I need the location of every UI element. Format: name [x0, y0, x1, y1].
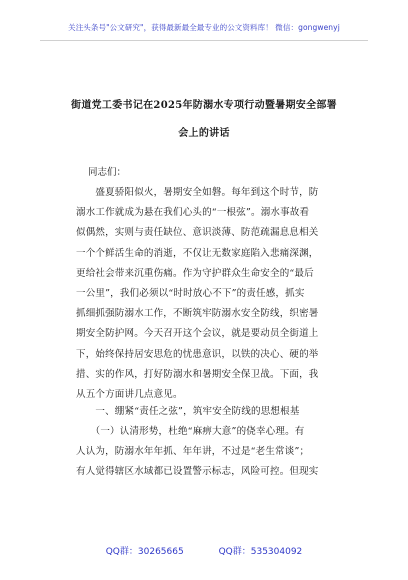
header-notice: 关注头条号"公文研究"，获得最新最全最专业的公文资料库！ 微信：gongwenyj — [68, 23, 340, 32]
paragraph-line: 下，始终保持居安思危的忧患意识，以铁的决心、硬的举 — [76, 348, 319, 360]
heading-line: 一、绷紧“责任之弦”，筑牢安全防线的思想根基 — [76, 406, 300, 417]
footer-qq-group-2: QQ群：535304092 — [218, 547, 303, 557]
salutation: 同志们： — [88, 167, 127, 178]
paragraph-line: 盛夏骄阳似火，暑期安全如磐。每年到这个时节，防 — [76, 187, 319, 198]
paragraph-line: 有人觉得辖区水域都已设置警示标志，风险可控。但现实 — [76, 466, 319, 478]
paragraph-line: 从五个方面讲几点意见。 — [76, 389, 183, 401]
paragraph-line: 溺水工作就成为悬在我们心头的“一根弦”。溺水事故看 — [76, 207, 310, 219]
paragraph-line: 措、实的作风，打好防溺水和暑期安全保卫战。下面，我 — [76, 368, 319, 380]
paragraph-line: 更给社会带来沉重伤痛。作为守护群众生命安全的“最后 — [76, 267, 314, 279]
paragraph-line: 抓细抓强防溺水工作，不断筑牢防溺水安全防线，织密暑 — [76, 308, 319, 320]
section-heading-1 — [76, 402, 340, 422]
paragraph-2 — [76, 422, 340, 483]
paragraph-line: 一个个鲜活生命的消逝，不仅让无数家庭陷入悲痛深渊， — [76, 247, 319, 259]
document-title-line2: 会上的讲话 — [178, 128, 230, 139]
paragraph-line: 人认为，防溺水年年抓、年年讲，不过是“老生常谈”； — [76, 446, 310, 458]
footer-contacts — [0, 544, 408, 557]
paragraph-line: 一公里”，我们必须以“时时放心不下”的责任感，抓实 — [76, 288, 305, 300]
paragraph-line: （一）认清形势，杜绝“麻痹大意”的侥幸心理。有 — [76, 426, 305, 437]
paragraph-line: 似偶然，实则与责任缺位、意识淡薄、防范疏漏息息相关 — [76, 227, 319, 239]
header-divider — [40, 40, 368, 41]
footer-qq-group-1: QQ群：30265665 — [105, 547, 184, 557]
document-title-line1: 街道党工委书记在2025年防溺水专项行动暨暑期安全部署 — [71, 100, 337, 111]
paragraph-line: 期安全防护网。今天召开这个会议，就是要动员全街道上 — [76, 328, 319, 340]
paragraph-1 — [76, 183, 340, 405]
